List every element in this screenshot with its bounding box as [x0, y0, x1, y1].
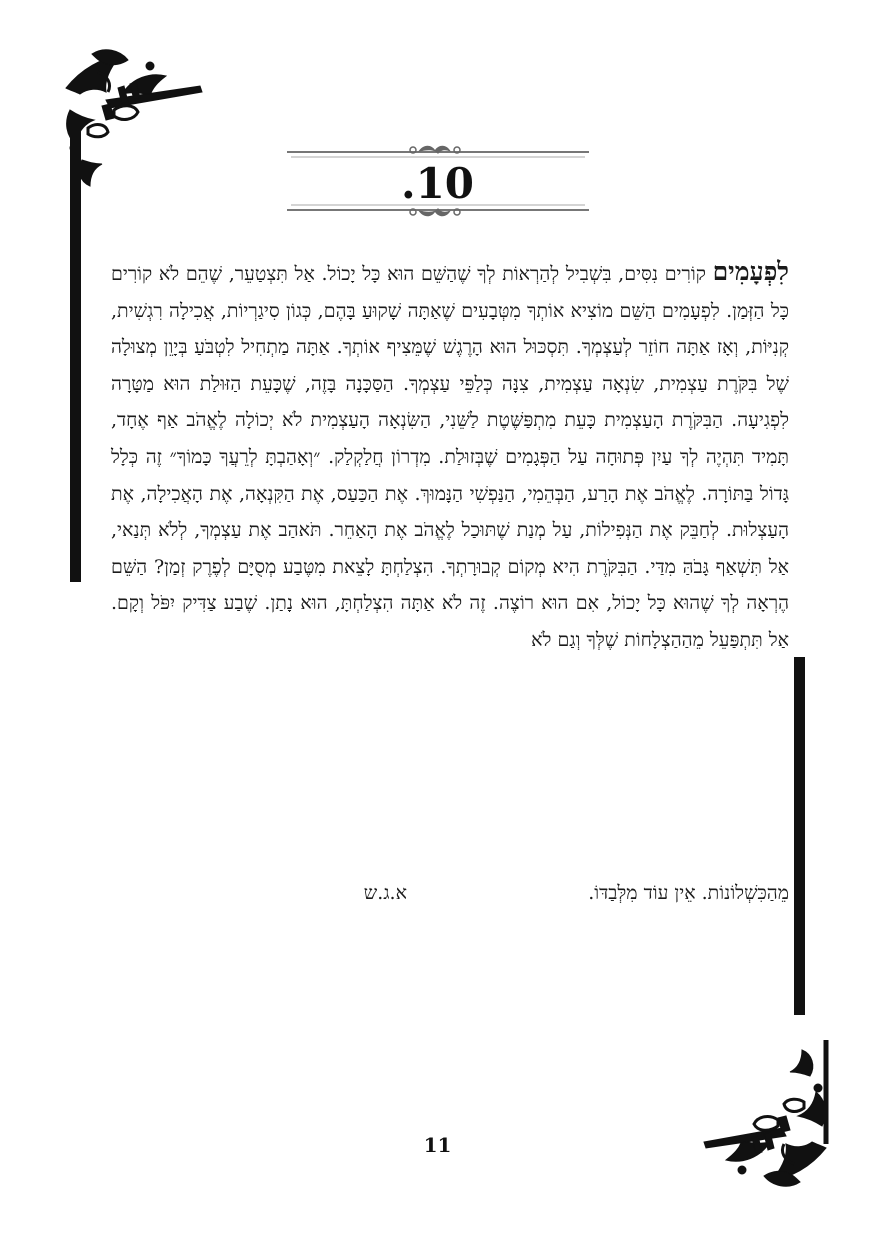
opening-word: לִפְעָמִים [712, 257, 789, 286]
page-number: 11 [423, 1133, 452, 1157]
body-paragraph [111, 254, 789, 659]
closing-text: מֵהַכִּשְׁלוֹנוֹת. אֵין עוֹד מִלְּבַדּוֹ. [588, 882, 789, 904]
body-text: קוֹרִים נִסִּים, בִּשְׁבִיל לְהַרְאוֹת לְךָ שֶׁהַשֵּׁם הוּא כָּל יָכוֹל. אַל תִּצְטַעֵר, שֶׁהֵם לֹא קוֹרִים כָּל הַזְּמַן. לִפְעָמִים הַשֵּׁם מוֹצִיא אוֹתְךָ מִטְּבָעִים שֶׁאַתָּה שָׁקוּעַ בָּהֶם, כְּגוֹן סִיגַרְיוֹת, אֲכִילָה רִגְשִׁית, קְנִיּוֹת, וְאָז אַתָּה חוֹזֵר לְעַצְמְךָ. תִּסְכּוּל הוּא הָרֶגֶשׁ שֶׁמֵּצִיף אוֹתְךָ. אַתָּה מַתְחִיל לִטְבֹּעַ בְּיָוֵן מְצוּלָה שֶׁל בִּקֹּרֶת עַצְמִית, שִׂנְאָה עַצְמִית, צִנָּה כְּלַפֵּי עַצְמְךָ. הַסַּכָּנָה בָּזֶה, שֶׁכָּעֵת הַזּוּלַת הוּא מַטָּרָה לִפְגִיעָה. הַבִּקֹּרֶת הָעַצְמִית כָּעֵת מִתְפַּשֶּׁטֶת לַשֵּׁנִי, הַשִּׂנְאָה הָעַצְמִית לֹא יְכוֹלָה לֶאֱהֹב אַף אֶחָד, תָּמִיד תִּהְיֶה לְךָ עַיִן פְּתוּחָה עַל הַפְּגָמִים שֶׁבְּזוּלַת. מִדְרוֹן חֲלַקְלַק. ״וְאָהַבְתָּ לְרֵעֲךָ כָּמוֹךָ״ זֶה כְּלָל גָּדוֹל בַּתּוֹרָה. לֶאֱהֹב אֶת הָרַע, הַבְּהֵמִי, הַנַּפְשִׁי הַנָּמוּךְ. אֶת הַכַּעַס, אֶת הַקִּנְאָה, אֶת הָאֲכִילָה, אֶת הָעַצְלוּת. לְחַבֵּק אֶת הַנְּפִילוֹת, עַל מְנַת שֶׁתּוּכַל לֶאֱהֹב אֶת הָאַחֵר. תֹּאהַב אֶת עַצְמְךָ, לְלֹא תְּנַאי, אַל תִּשְׁאַף גָּבֹהַּ מִדַּי. הַבִּקֹּרֶת הִיא מְקוֹם קְבוּרָתְךָ. הִצְלַחְתָּ לָצֵאת מִטֶּבַע מְסֻיָּם לְפֶרֶק זְמַן? הַשֵּׁם הֶרְאָה לְךָ שֶׁהוּא כָּל יָכוֹל, אִם הוּא רוֹצֶה. זֶה לֹא אַתָּה הִצְלַחְתָּ, הוּא נָתַן. שֶׁבַע צַדִּיק יִפֹּל וְקָם. אַל תִּתְפַּעֵל מֵהַהַצְלָחוֹת שֶׁלְּךָ וְגַם לֹא [111, 263, 789, 651]
chapter-number: .10 [400, 159, 475, 208]
divider-bottom [287, 198, 589, 222]
author-signature: א.ג.ש [363, 882, 407, 904]
right-border-bar [794, 657, 805, 1015]
ornament-corner-bottom-right [700, 1038, 830, 1188]
